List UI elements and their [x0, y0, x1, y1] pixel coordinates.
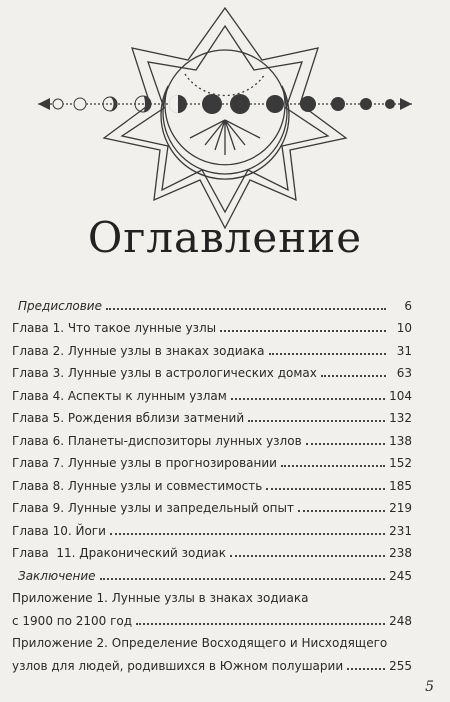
leader-dots	[269, 353, 386, 355]
toc-entry[interactable]	[12, 425, 412, 448]
toc-entry[interactable]	[12, 380, 412, 403]
toc-entry[interactable]	[12, 290, 412, 313]
page-number: 5	[425, 679, 434, 695]
leader-dots	[281, 465, 385, 467]
toc-entry-page: 152	[389, 456, 412, 470]
leader-dots	[248, 420, 385, 422]
toc-entry[interactable]	[12, 448, 412, 471]
toc-entry-page: 231	[389, 523, 412, 538]
leader-dots	[231, 398, 385, 400]
toc-entry-label: Глава 11. Драконический зодиак	[12, 546, 227, 560]
table-of-contents	[12, 290, 412, 673]
toc-entry-label: Глава 2. Лунные узлы в знаках зодиака	[12, 343, 265, 358]
toc-entry[interactable]	[12, 628, 412, 651]
leader-dots	[230, 555, 385, 557]
leader-dots	[136, 623, 385, 625]
leader-dots	[321, 375, 386, 377]
toc-entry-label: Приложение 2. Определение Восходящего и Нисходящего	[12, 636, 388, 650]
toc-entry-label: Глава 3. Лунные узлы в астрологических домах	[12, 366, 317, 380]
toc-entry-label: Глава 5. Рождения вблизи затмений	[12, 411, 245, 425]
leader-dots	[106, 308, 386, 310]
toc-entry-label: Глава 8. Лунные узлы и совместимость	[12, 478, 263, 493]
leader-dots	[347, 668, 385, 670]
toc-entry-page: 185	[389, 478, 412, 493]
toc-entry-label: узлов для людей, родившихся в Южном полушарии	[12, 658, 344, 673]
toc-entry-page: 10	[396, 321, 412, 335]
toc-entry-page: 31	[396, 343, 412, 358]
toc-entry-page: 138	[389, 433, 412, 448]
moon-phases-mandala-icon	[0, 0, 450, 240]
leader-dots	[110, 533, 385, 535]
toc-entry-label: Глава 4. Аспекты к лунным узлам	[12, 388, 227, 403]
toc-entry[interactable]	[12, 358, 412, 381]
toc-entry[interactable]	[12, 605, 412, 628]
toc-entry-page: 63	[396, 366, 412, 380]
toc-entry-page: 245	[389, 568, 412, 583]
leader-dots	[220, 330, 386, 332]
toc-entry[interactable]	[12, 493, 412, 516]
toc-entry-page: 104	[389, 388, 412, 403]
toc-entry-label: Глава 1. Что такое лунные узлы	[12, 321, 217, 335]
toc-entry[interactable]	[12, 650, 412, 673]
toc-entry-label: Глава 6. Планеты-диспозиторы лунных узлов	[12, 433, 302, 448]
toc-entry-page: 238	[389, 546, 412, 560]
toc-entry-page: 255	[389, 658, 412, 673]
toc-entry-page: 6	[404, 298, 412, 313]
toc-entry[interactable]	[12, 515, 412, 538]
page-title: Оглавление	[87, 213, 363, 262]
toc-entry-label: Глава 9. Лунные узлы и запредельный опыт	[12, 501, 294, 515]
toc-entry[interactable]	[12, 538, 412, 561]
toc-entry[interactable]	[12, 583, 412, 606]
toc-entry-label: Приложение 1. Лунные узлы в знаках зодиака	[12, 591, 309, 605]
toc-entry[interactable]	[12, 560, 412, 583]
toc-entry-label: с 1900 по 2100 год	[12, 613, 133, 628]
toc-entry[interactable]	[12, 470, 412, 493]
toc-entry[interactable]	[12, 403, 412, 426]
toc-entry-page: 248	[389, 613, 412, 628]
leader-dots	[306, 443, 385, 445]
toc-entry-label: Глава 7. Лунные узлы в прогнозировании	[12, 456, 277, 470]
toc-entry-label: Глава 10. Йоги	[12, 523, 106, 538]
toc-entry[interactable]	[12, 335, 412, 358]
leader-dots	[298, 510, 385, 512]
toc-entry-page: 219	[389, 501, 412, 515]
leader-dots	[100, 578, 386, 580]
toc-entry-page: 132	[389, 411, 412, 425]
toc-entry[interactable]	[12, 313, 412, 336]
leader-dots	[266, 488, 385, 490]
toc-entry-label: Заключение	[18, 568, 96, 583]
toc-entry-label: Предисловие	[18, 298, 102, 313]
